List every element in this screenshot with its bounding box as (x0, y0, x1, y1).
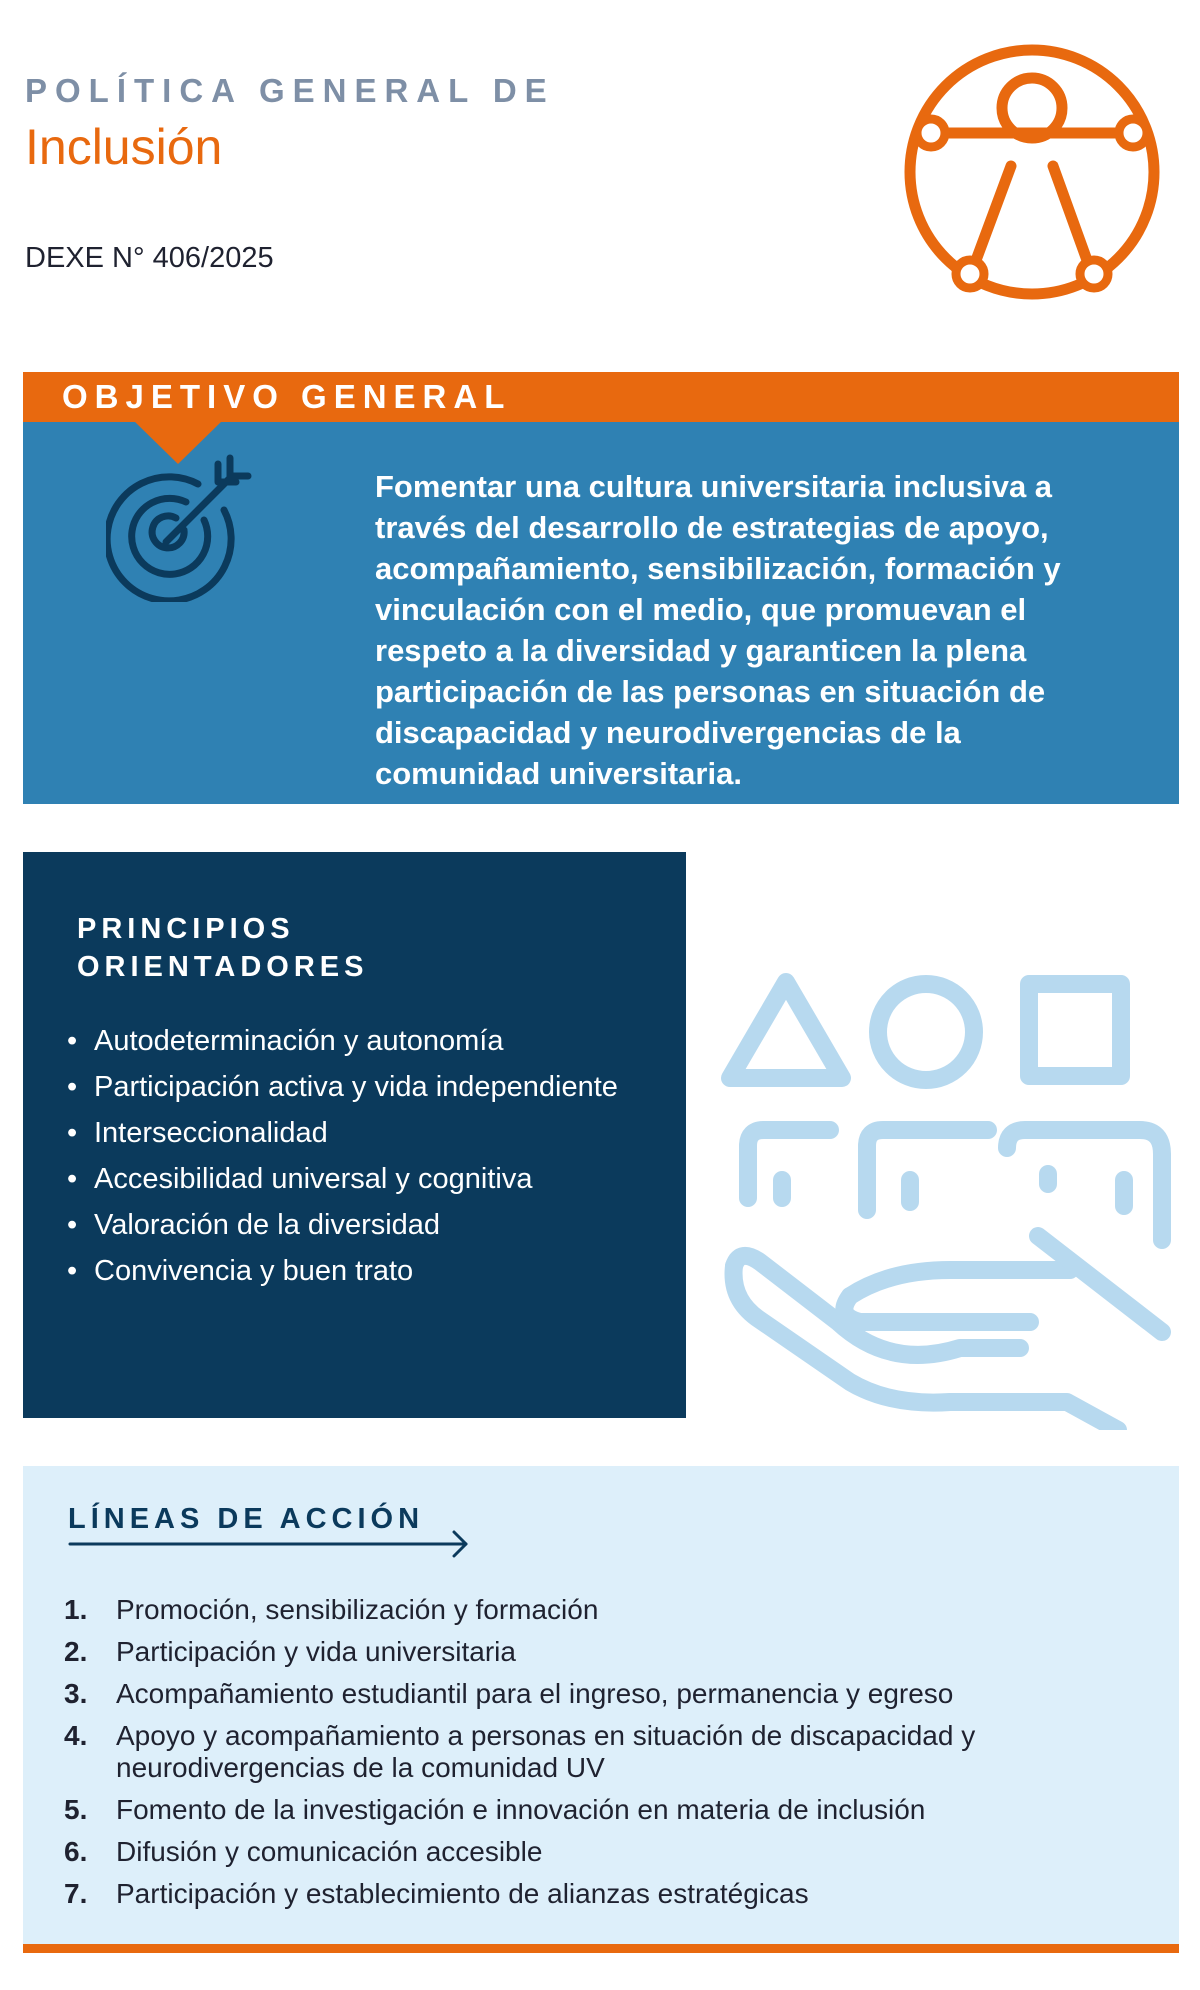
action-text: Difusión y comunicación accesible (116, 1836, 543, 1867)
action-item (64, 1836, 1104, 1868)
actions-list (64, 1594, 1104, 1920)
action-item (64, 1794, 1104, 1826)
action-item (64, 1594, 1104, 1626)
arrow-right-icon (68, 1528, 472, 1558)
action-text: Participación y vida universitaria (116, 1636, 516, 1667)
principle-item: • Valoración de la diversidad (67, 1209, 647, 1241)
action-number: 5. (64, 1794, 88, 1825)
action-text: Fomento de la investigación e innovación en materia de inclusión (116, 1794, 926, 1825)
action-number: 1. (64, 1594, 88, 1625)
principles-list (67, 1025, 647, 1301)
objective-heading: OBJETIVO GENERAL (62, 378, 512, 415)
action-number: 4. (64, 1720, 88, 1751)
action-text: Participación y establecimiento de alianzas estratégicas (116, 1878, 809, 1909)
action-item (64, 1878, 1104, 1910)
bottom-divider (23, 1944, 1179, 1953)
action-text: Acompañamiento estudiantil para el ingreso, permanencia y egreso (116, 1678, 954, 1709)
action-number: 6. (64, 1836, 88, 1867)
action-item (64, 1636, 1104, 1668)
header-kicker: POLÍTICA GENERAL DE (25, 72, 555, 109)
actions-heading: LÍNEAS DE ACCIÓN (68, 1503, 425, 1535)
principle-item: • Participación activa y vida independiente (67, 1071, 647, 1103)
action-item (64, 1720, 1104, 1784)
principles-heading: PRINCIPIOS ORIENTADORES (77, 913, 369, 983)
universal-access-icon (898, 38, 1166, 300)
action-text: Apoyo y acompañamiento a personas en situación de discapacidad y neurodivergencias de la comunidad UV (116, 1720, 976, 1783)
action-number: 7. (64, 1878, 88, 1909)
action-text: Promoción, sensibilización y formación (116, 1594, 599, 1625)
target-icon (106, 450, 258, 602)
principle-item: • Autodeterminación y autonomía (67, 1025, 647, 1057)
action-number: 3. (64, 1678, 88, 1709)
action-item (64, 1678, 1104, 1710)
decree-number: DEXE N° 406/2025 (25, 242, 274, 274)
hand-with-shapes-icon (720, 970, 1178, 1430)
principle-item: • Convivencia y buen trato (67, 1255, 647, 1287)
action-number: 2. (64, 1636, 88, 1667)
principle-item: • Accesibilidad universal y cognitiva (67, 1163, 647, 1195)
principle-item: • Interseccionalidad (67, 1117, 647, 1149)
page-title: Inclusión (25, 119, 223, 175)
objective-text: Fomentar una cultura universitaria inclusiva a través del desarrollo de estrategias de apoyo, acompañamiento, sensibilización, formación y vinculación con el medio, que promuevan el respeto a la diversidad y garanticen la plena participación de las personas en situación de discapacidad y neurodivergencias de la comunidad universitaria. (375, 469, 1061, 791)
